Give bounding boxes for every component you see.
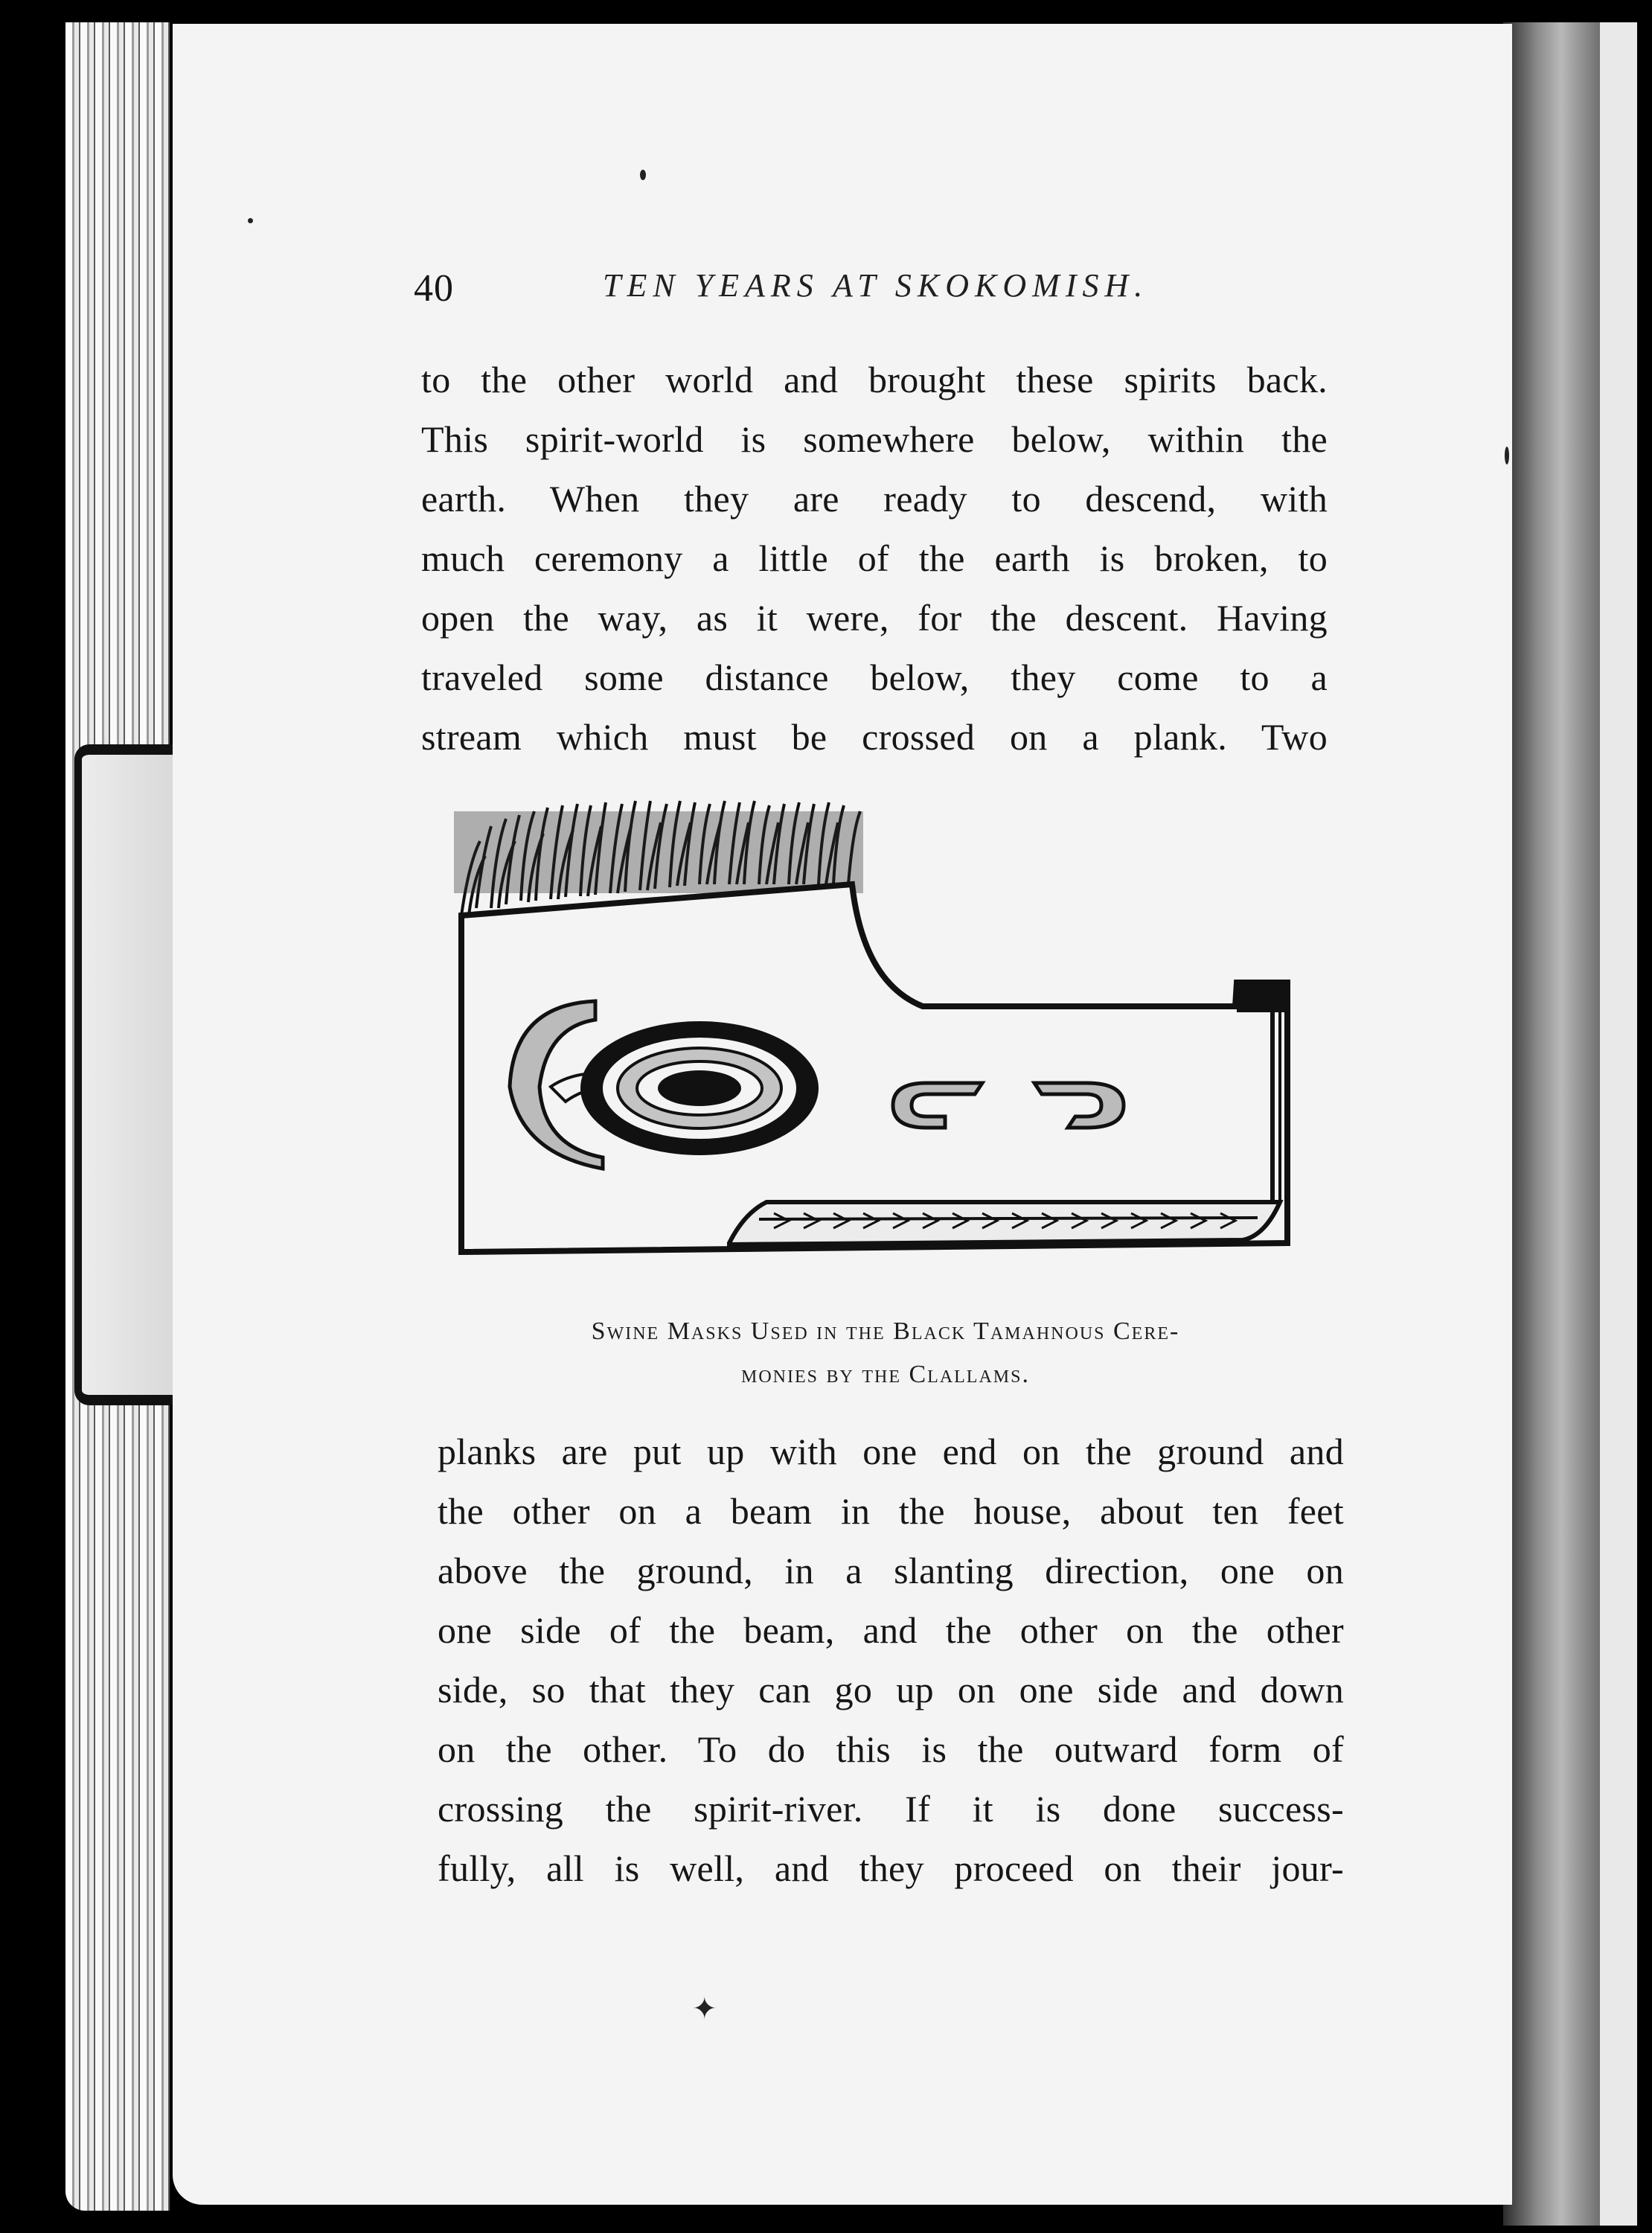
text-line: stream which must be crossed on a plank. Two (421, 716, 1328, 758)
gutter-shadow (1503, 22, 1600, 2226)
running-head-title: TEN YEARS AT SKOKOMISH. (603, 267, 1149, 304)
caption-line: Swine Masks Used in the Black Tamahnous Cere- (591, 1317, 1180, 1345)
dust-speck (640, 170, 646, 180)
swine-mask-illustration (446, 796, 1310, 1303)
text-line: crossing the spirit-river. If it is done success- (438, 1788, 1344, 1830)
text-line: fully, all is well, and they proceed on their jour- (438, 1847, 1344, 1889)
text-line: earth. When they are ready to descend, with (421, 478, 1328, 520)
text-line: traveled some distance below, they come to a (421, 657, 1328, 698)
text-line: one side of the beam, and the other on the other (438, 1609, 1344, 1651)
text-line: side, so that they can go up on one side and down (438, 1669, 1344, 1710)
text-line: open the way, as it were, for the descent. Having (421, 597, 1328, 639)
figure-caption (417, 1310, 1354, 1396)
text-line: planks are put up with one end on the ground and (438, 1431, 1344, 1472)
paragraph-top (421, 350, 1328, 767)
text-line: This spirit-world is somewhere below, within the (421, 418, 1328, 460)
paragraph-bottom (438, 1422, 1344, 1898)
dust-speck (248, 218, 253, 223)
text-line: the other on a beam in the house, about ten feet (438, 1490, 1344, 1532)
ornament-icon: ✦ (692, 1992, 717, 2025)
text-line: much ceremony a little of the earth is broken, to (421, 537, 1328, 579)
text-line: to the other world and brought these spirits back. (421, 359, 1328, 400)
caption-line: monies by the Clallams. (740, 1361, 1030, 1388)
dust-speck (1505, 447, 1509, 464)
facing-page-edge (1600, 22, 1637, 2226)
text-line: above the ground, in a slanting direction, one on (438, 1550, 1344, 1591)
page-number: 40 (414, 267, 454, 310)
text-line: on the other. To do this is the outward form of (438, 1728, 1344, 1770)
